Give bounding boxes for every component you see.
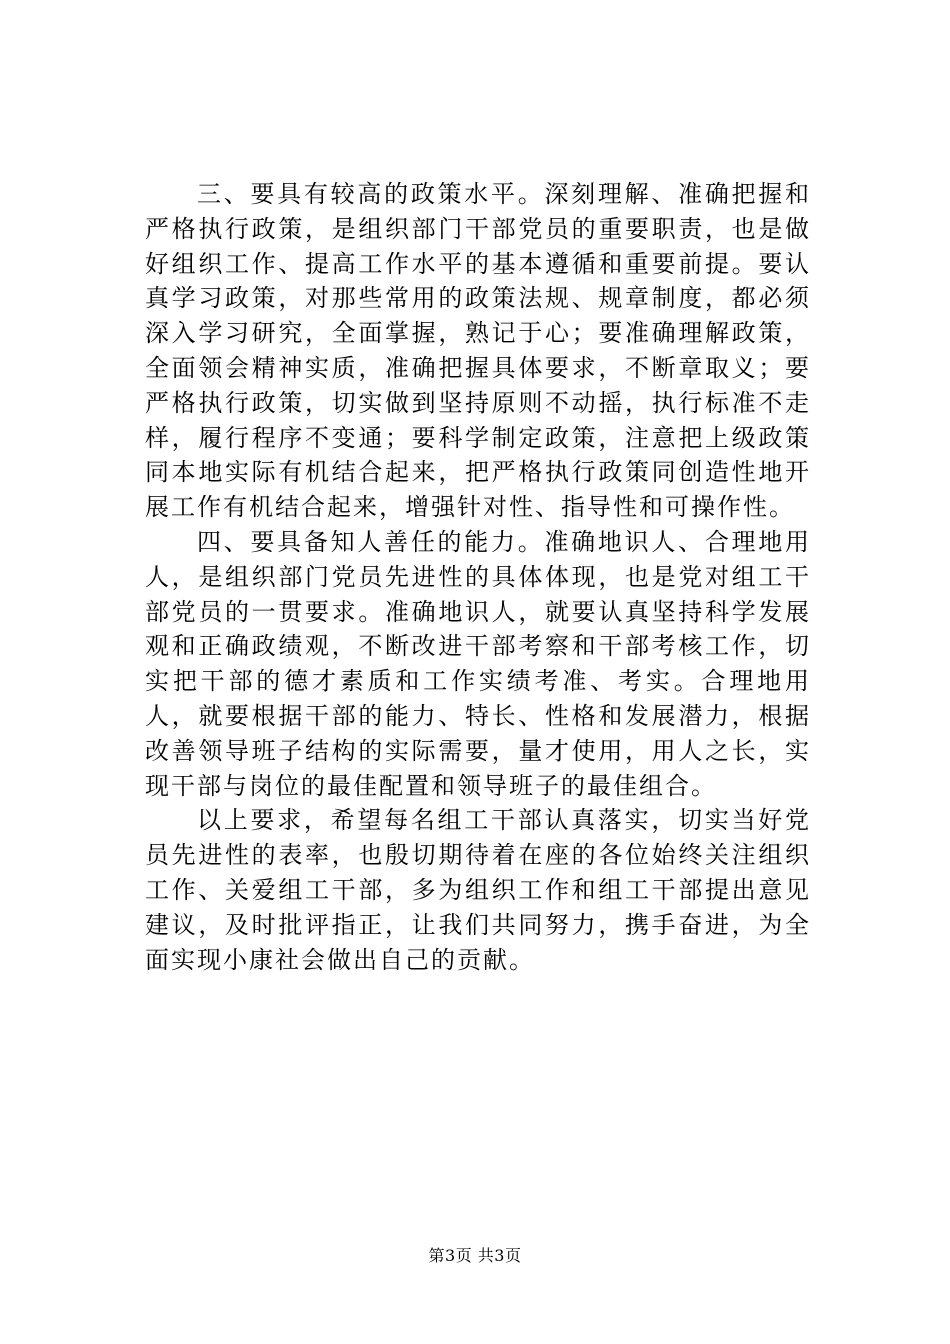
page-number-footer: 第3页 共3页 [428, 1246, 522, 1265]
paragraph-personnel-ability: 四、要具备知人善任的能力。准确地识人、合理地用人，是组织部门党员先进性的具体体现，也是党对组工干部党员的一贯要求。准确地识人，就要认真坚持科学发展观和正确政绩观，不断改进干部考察和干部考核工作，切实把干部的德才素质和工作实绩考准、考实。合理地用人，就要根据干部的能力、特长、性格和发展潜力，根据改善领导班子结构的实际需要，量才使用，用人之长，实现干部与岗位的最佳配置和领导班子的最佳组合。 [145, 527, 811, 800]
paragraph-closing-remarks: 以上要求，希望每名组工干部认真落实，切实当好党员先进性的表率，也殷切期待着在座的各位始终关注组织工作、关爱组工干部，多为组织工作和组工干部提出意见建议，及时批评指正，让我们共同努力，携手奋进，为全面实现小康社会做出自己的贡献。 [145, 806, 811, 974]
paragraph-policy-level: 三、要具有较高的政策水平。深刻理解、准确把握和严格执行政策，是组织部门干部党员的重要职责，也是做好组织工作、提高工作水平的基本遵循和重要前提。要认真学习政策，对那些常用的政策法规、规章制度，都必须深入学习研究，全面掌握，熟记于心；要准确理解政策，全面领会精神实质，准确把握具体要求，不断章取义；要严格执行政策，切实做到坚持原则不动摇，执行标准不走样，履行程序不变通；要科学制定政策，注意把上级政策同本地实际有机结合起来，把严格执行政策同创造性地开展工作有机结合起来，增强针对性、指导性和可操作性。 [145, 180, 811, 522]
document-body [145, 177, 811, 977]
